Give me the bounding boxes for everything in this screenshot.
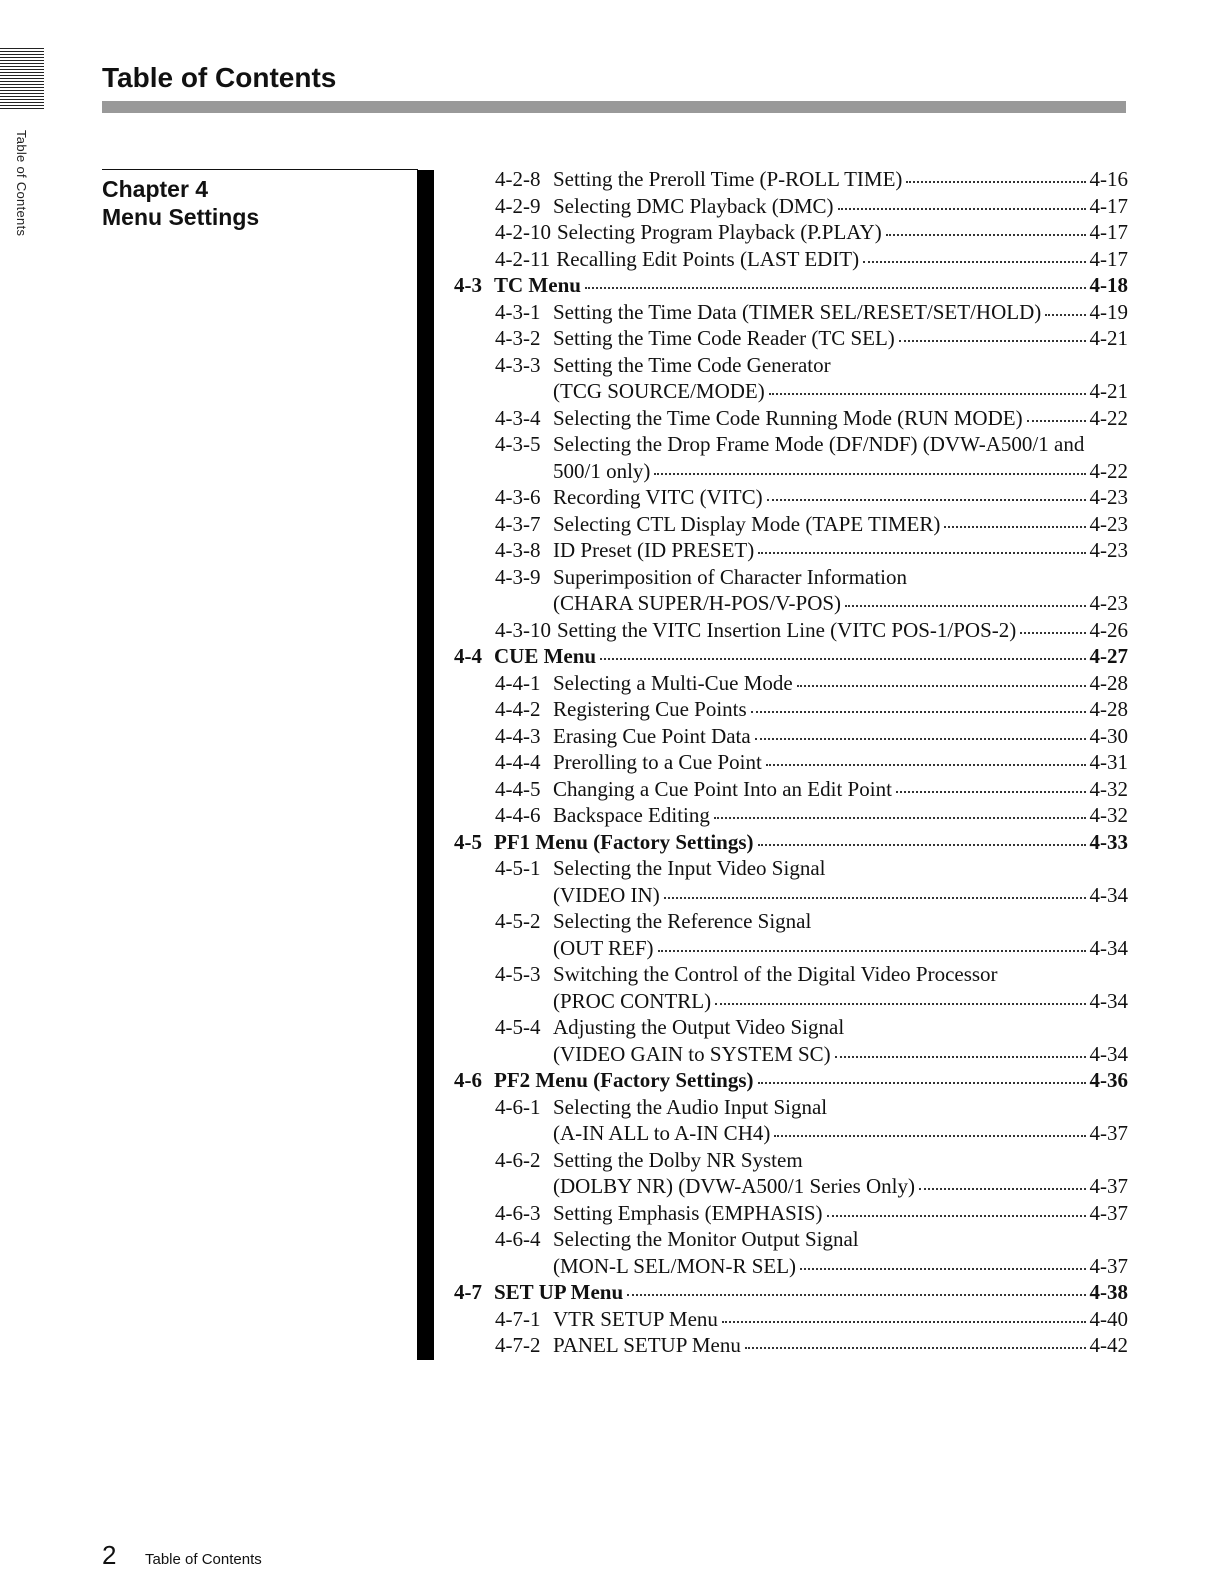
- title-rule: [102, 101, 1126, 113]
- toc-entry-title: SET UP Menu: [494, 1280, 624, 1304]
- toc-list: [454, 166, 1128, 1359]
- dot-leader: [758, 844, 1086, 846]
- toc-entry-title: Prerolling to a Cue Point: [553, 750, 762, 774]
- toc-entry[interactable]: [454, 696, 1128, 723]
- dot-leader: [797, 685, 1086, 687]
- dot-leader: [944, 526, 1085, 528]
- dot-leader: [1020, 632, 1085, 634]
- dot-leader: [715, 1003, 1085, 1005]
- toc-entry[interactable]: [454, 1200, 1128, 1227]
- toc-entry-continuation[interactable]: [454, 935, 1128, 962]
- toc-page-number: 4-37: [1089, 1253, 1128, 1278]
- toc-page-number: 4-22: [1089, 458, 1128, 483]
- toc-entry-title: Erasing Cue Point Data: [553, 723, 751, 748]
- toc-entry-number: 4-4-6: [495, 803, 541, 827]
- chapter-heading: [102, 175, 259, 231]
- toc-page-number: 4-33: [1089, 829, 1128, 854]
- dot-leader: [774, 1135, 1085, 1137]
- toc-page-number: 4-17: [1089, 246, 1128, 271]
- toc-entry-number: 4-3-7: [495, 511, 541, 536]
- toc-page-number: 4-27: [1089, 644, 1128, 668]
- toc-entry[interactable]: [454, 1332, 1128, 1359]
- toc-entry-number: 4-3-3: [495, 352, 541, 377]
- toc-entry-number: 4-3-1: [495, 299, 541, 324]
- toc-entry-number: 4-4-5: [495, 776, 541, 801]
- chapter-bar: [417, 170, 434, 1360]
- toc-page-number: 4-21: [1089, 326, 1128, 350]
- toc-entry-number: 4-6-1: [495, 1094, 541, 1119]
- toc-page-number: 4-34: [1089, 935, 1128, 960]
- toc-entry-title: Backspace Editing: [553, 803, 710, 827]
- toc-entry-number: 4-6-2: [495, 1147, 541, 1172]
- toc-entry[interactable]: [454, 537, 1128, 564]
- dot-leader: [722, 1321, 1086, 1323]
- toc-entry-title: TC Menu: [494, 273, 581, 297]
- toc-entry-title: Selecting the Drop Frame Mode (DF/NDF) (DVW-A500/1 and: [553, 432, 1085, 456]
- toc-entry[interactable]: [454, 246, 1128, 273]
- toc-entry-number: 4-3-8: [495, 538, 541, 562]
- toc-entry-title: Setting the Time Code Generator: [553, 352, 831, 377]
- toc-entry-title: Selecting CTL Display Mode (TAPE TIMER): [553, 511, 941, 536]
- toc-entry-title: PF2 Menu (Factory Settings): [494, 1068, 754, 1092]
- toc-entry-number: 4-2-11: [495, 246, 551, 271]
- dot-leader: [1045, 314, 1085, 316]
- toc-entry-title: 500/1 only): [553, 458, 651, 483]
- toc-page-number: 4-21: [1089, 379, 1128, 403]
- toc-entry-title: Selecting Program Playback (P.PLAY): [557, 220, 882, 244]
- toc-page-number: 4-17: [1089, 193, 1128, 218]
- toc-page-number: 4-30: [1089, 723, 1128, 748]
- dot-leader: [758, 1082, 1086, 1084]
- toc-entry-number: 4-4: [454, 644, 482, 668]
- toc-entry-continuation[interactable]: [454, 1041, 1128, 1068]
- toc-entry[interactable]: [454, 1014, 1128, 1041]
- dot-leader: [919, 1188, 1085, 1190]
- toc-entry[interactable]: [454, 193, 1128, 220]
- toc-page-number: 4-32: [1089, 776, 1128, 801]
- toc-entry-number: 4-4-4: [495, 750, 541, 774]
- toc-entry-number: 4-4-3: [495, 723, 541, 748]
- toc-entry-number: 4-6-3: [495, 1200, 541, 1225]
- toc-entry-continuation[interactable]: [454, 1173, 1128, 1200]
- toc-page-number: 4-37: [1089, 1200, 1128, 1225]
- toc-entry[interactable]: [454, 670, 1128, 697]
- toc-entry-number: 4-3: [454, 273, 482, 297]
- toc-entry-title: Selecting a Multi-Cue Mode: [553, 670, 793, 695]
- toc-entry-title: Superimposition of Character Information: [553, 564, 907, 589]
- toc-entry-title: Adjusting the Output Video Signal: [553, 1015, 845, 1039]
- toc-entry-number: 4-3-10: [495, 617, 551, 642]
- dot-leader: [766, 764, 1086, 766]
- toc-section-entry[interactable]: [454, 829, 1128, 856]
- dot-leader: [714, 817, 1086, 819]
- toc-section-entry[interactable]: [454, 1279, 1128, 1306]
- dot-leader: [745, 1347, 1086, 1349]
- toc-page-number: 4-28: [1089, 670, 1128, 695]
- toc-page-number: 4-26: [1089, 617, 1128, 642]
- toc-page-number: 4-18: [1089, 273, 1128, 297]
- toc-entry[interactable]: [454, 405, 1128, 432]
- toc-entry[interactable]: [454, 908, 1128, 935]
- dot-leader: [835, 1056, 1086, 1058]
- dot-leader: [886, 234, 1086, 236]
- toc-entry-number: 4-4-1: [495, 670, 541, 695]
- dot-leader: [627, 1294, 1085, 1296]
- toc-page-number: 4-34: [1089, 988, 1128, 1013]
- chapter-title: Menu Settings: [102, 204, 260, 230]
- toc-entry-number: 4-2-8: [495, 167, 541, 191]
- toc-entry-continuation[interactable]: [454, 882, 1128, 909]
- toc-entry-number: 4-7: [454, 1280, 482, 1304]
- toc-entry-number: 4-6-4: [495, 1227, 541, 1251]
- toc-page-number: 4-31: [1089, 750, 1128, 774]
- toc-entry-number: 4-4-2: [495, 697, 541, 721]
- toc-entry-continuation[interactable]: [454, 458, 1128, 485]
- toc-entry-number: 4-3-2: [495, 326, 541, 350]
- chapter-rule: [102, 169, 418, 170]
- toc-entry-title: (VIDEO IN): [553, 882, 660, 907]
- toc-entry-continuation[interactable]: [454, 590, 1128, 617]
- toc-page-number: 4-37: [1089, 1121, 1128, 1145]
- toc-entry-continuation[interactable]: [454, 988, 1128, 1015]
- dot-leader: [896, 791, 1086, 793]
- toc-entry-number: 4-5-1: [495, 856, 541, 880]
- toc-section-entry[interactable]: [454, 1067, 1128, 1094]
- toc-entry[interactable]: [454, 961, 1128, 988]
- toc-entry-number: 4-2-9: [495, 193, 541, 218]
- dot-leader: [845, 605, 1085, 607]
- toc-entry[interactable]: [454, 776, 1128, 803]
- toc-entry-number: 4-7-1: [495, 1306, 541, 1331]
- toc-page-number: 4-42: [1089, 1333, 1128, 1357]
- toc-entry[interactable]: [454, 431, 1128, 458]
- toc-entry-title: Selecting the Input Video Signal: [553, 856, 826, 880]
- toc-page-number: 4-23: [1089, 511, 1128, 536]
- side-tab-label: Table of Contents: [14, 130, 29, 237]
- dot-leader: [658, 950, 1086, 952]
- dot-leader: [767, 499, 1086, 501]
- toc-page-number: 4-22: [1089, 405, 1128, 430]
- page-title: Table of Contents: [102, 62, 337, 93]
- toc-entry-title: (MON-L SEL/MON-R SEL): [553, 1253, 797, 1278]
- toc-entry-number: 4-3-9: [495, 564, 541, 589]
- toc-entry-title: (CHARA SUPER/H-POS/V-POS): [553, 591, 842, 615]
- toc-entry-title: Setting the Time Data (TIMER SEL/RESET/SET/HOLD): [553, 299, 1042, 324]
- toc-page-number: 4-28: [1089, 697, 1128, 721]
- toc-entry-title: (DOLBY NR) (DVW-A500/1 Series Only): [553, 1174, 916, 1198]
- dot-leader: [1027, 420, 1086, 422]
- toc-entry[interactable]: [454, 1306, 1128, 1333]
- toc-page-number: 4-16: [1089, 167, 1128, 191]
- toc-entry-title: Recalling Edit Points (LAST EDIT): [556, 246, 860, 271]
- dot-leader: [664, 897, 1086, 899]
- toc-entry-title: Selecting the Audio Input Signal: [553, 1094, 828, 1119]
- toc-entry-title: Changing a Cue Point Into an Edit Point: [553, 776, 892, 801]
- toc-entry-title: Setting the VITC Insertion Line (VITC POS-1/POS-2): [557, 617, 1017, 642]
- dot-leader: [863, 261, 1085, 263]
- toc-page-number: 4-40: [1089, 1306, 1128, 1331]
- toc-section-entry[interactable]: [454, 272, 1128, 299]
- footer-label: Table of Contents: [145, 1551, 262, 1568]
- toc-entry-title: Setting the Preroll Time (P-ROLL TIME): [553, 167, 903, 191]
- toc-entry-number: 4-5-4: [495, 1015, 541, 1039]
- toc-entry-title: ID Preset (ID PRESET): [553, 538, 755, 562]
- chapter-number: Chapter 4: [102, 176, 209, 202]
- toc-entry[interactable]: [454, 749, 1128, 776]
- toc-entry[interactable]: [454, 802, 1128, 829]
- dot-leader: [600, 658, 1085, 660]
- toc-entry-title: (PROC CONTRL): [553, 988, 712, 1013]
- toc-page-number: 4-23: [1089, 485, 1128, 509]
- toc-entry-title: VTR SETUP Menu: [553, 1306, 718, 1331]
- dot-leader: [800, 1268, 1085, 1270]
- toc-page-number: 4-23: [1089, 591, 1128, 615]
- toc-page-number: 4-19: [1089, 299, 1128, 324]
- dot-leader: [758, 552, 1085, 554]
- toc-entry[interactable]: [454, 617, 1128, 644]
- toc-entry-title: Recording VITC (VITC): [553, 485, 763, 509]
- dot-leader: [906, 181, 1085, 183]
- toc-entry-title: PF1 Menu (Factory Settings): [494, 829, 754, 854]
- toc-page-number: 4-23: [1089, 538, 1128, 562]
- toc-entry-title: Switching the Control of the Digital Video Processor: [553, 962, 998, 986]
- toc-entry-title: CUE Menu: [494, 644, 597, 668]
- toc-entry-title: Registering Cue Points: [553, 697, 747, 721]
- toc-entry-title: (TCG SOURCE/MODE): [553, 379, 765, 403]
- toc-entry-title: (OUT REF): [553, 935, 654, 960]
- toc-entry[interactable]: [454, 1094, 1128, 1121]
- toc-entry-number: 4-5-2: [495, 909, 541, 933]
- footer-page-number: 2: [102, 1540, 117, 1570]
- toc-entry[interactable]: [454, 299, 1128, 326]
- toc-entry[interactable]: [454, 855, 1128, 882]
- toc-page-number: 4-37: [1089, 1174, 1128, 1198]
- toc-entry[interactable]: [454, 352, 1128, 379]
- toc-entry-title: PANEL SETUP Menu: [553, 1333, 741, 1357]
- toc-entry[interactable]: [454, 484, 1128, 511]
- dot-leader: [769, 393, 1086, 395]
- dot-leader: [899, 340, 1086, 342]
- toc-entry-number: 4-3-5: [495, 432, 541, 456]
- dot-leader: [585, 287, 1086, 289]
- toc-entry-title: (A-IN ALL to A-IN CH4): [553, 1121, 771, 1145]
- dot-leader: [827, 1215, 1086, 1217]
- toc-page-number: 4-36: [1089, 1068, 1128, 1092]
- toc-page-number: 4-32: [1089, 803, 1128, 827]
- toc-section-entry[interactable]: [454, 643, 1128, 670]
- toc-entry-number: 4-5: [454, 829, 482, 854]
- toc-entry[interactable]: [454, 1226, 1128, 1253]
- toc-entry-number: 4-5-3: [495, 962, 541, 986]
- toc-entry-number: 4-3-6: [495, 485, 541, 509]
- toc-entry-title: Setting Emphasis (EMPHASIS): [553, 1200, 823, 1225]
- toc-entry-number: 4-3-4: [495, 405, 541, 430]
- toc-entry[interactable]: [454, 723, 1128, 750]
- toc-entry-title: Selecting DMC Playback (DMC): [553, 193, 834, 218]
- toc-entry-title: (VIDEO GAIN to SYSTEM SC): [553, 1041, 831, 1066]
- toc-page-number: 4-17: [1089, 220, 1128, 244]
- toc-entry-continuation[interactable]: [454, 378, 1128, 405]
- toc-entry-title: Setting the Dolby NR System: [553, 1147, 803, 1172]
- toc-entry[interactable]: [454, 166, 1128, 193]
- toc-entry-continuation[interactable]: [454, 1253, 1128, 1280]
- toc-entry-title: Selecting the Reference Signal: [553, 909, 812, 933]
- toc-entry[interactable]: [454, 325, 1128, 352]
- toc-page-number: 4-34: [1089, 882, 1128, 907]
- dot-leader: [755, 738, 1086, 740]
- toc-page-number: 4-34: [1089, 1041, 1128, 1066]
- toc-entry-title: Selecting the Time Code Running Mode (RUN MODE): [553, 405, 1023, 430]
- thumb-index-marks: [0, 48, 44, 110]
- toc-entry-number: 4-6: [454, 1068, 482, 1092]
- toc-entry-title: Selecting the Monitor Output Signal: [553, 1227, 859, 1251]
- toc-entry[interactable]: [454, 564, 1128, 591]
- toc-entry-continuation[interactable]: [454, 1120, 1128, 1147]
- toc-entry-title: Setting the Time Code Reader (TC SEL): [553, 326, 895, 350]
- toc-entry[interactable]: [454, 511, 1128, 538]
- toc-entry-number: 4-2-10: [495, 220, 551, 244]
- toc-page-number: 4-38: [1089, 1280, 1128, 1304]
- toc-entry[interactable]: [454, 219, 1128, 246]
- dot-leader: [751, 711, 1086, 713]
- dot-leader: [838, 208, 1086, 210]
- toc-entry-number: 4-7-2: [495, 1333, 541, 1357]
- toc-entry[interactable]: [454, 1147, 1128, 1174]
- dot-leader: [654, 473, 1085, 475]
